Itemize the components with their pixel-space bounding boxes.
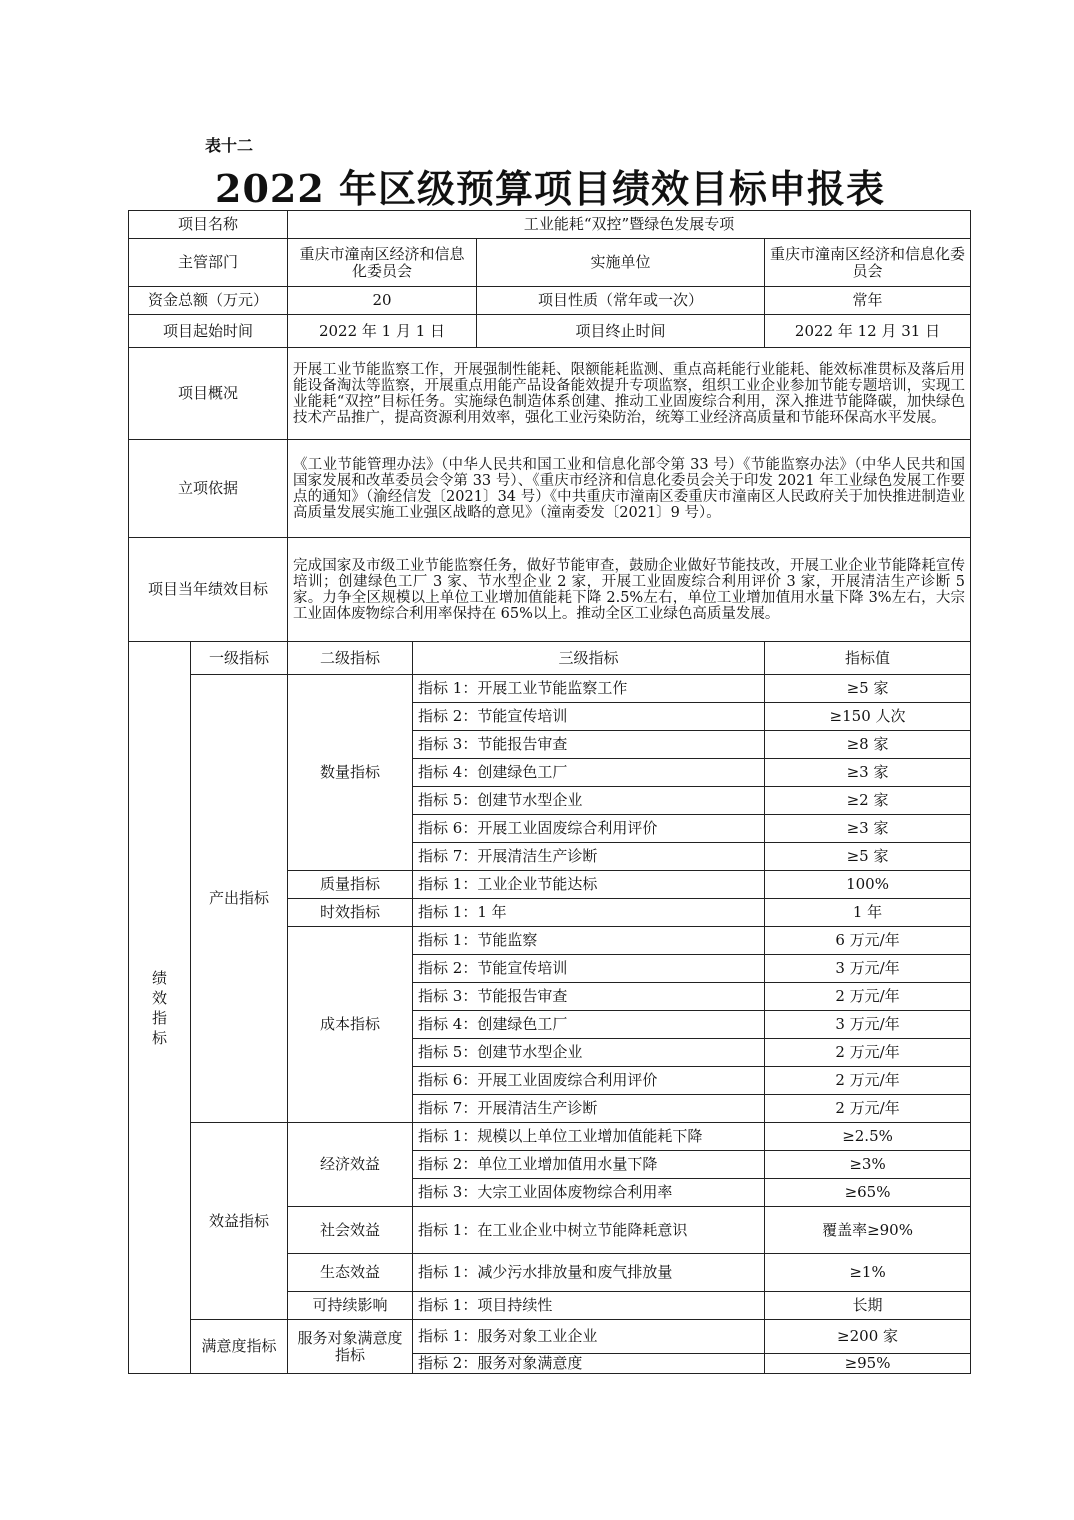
table-row-value: 1 年 (765, 899, 971, 927)
fund-value: 20 (288, 287, 477, 315)
start-value: 2022 年 1 月 1 日 (288, 315, 477, 348)
start-label: 项目起始时间 (129, 315, 288, 348)
benefit-label: 效益指标 (191, 1123, 288, 1320)
col-level3-header: 三级指标 (413, 642, 765, 675)
table-row-name: 指标 3：节能报告审查 (413, 731, 765, 759)
table-row-value: 覆盖率≥90% (765, 1207, 971, 1254)
service-label: 服务对象满意度指标 (288, 1320, 413, 1374)
table-row-name: 指标 4：创建绿色工厂 (413, 1011, 765, 1039)
table-row-name: 指标 7：开展清洁生产诊断 (413, 843, 765, 871)
quantity-label: 数量指标 (288, 675, 413, 871)
table-row-name: 指标 2：单位工业增加值用水量下降 (413, 1151, 765, 1179)
table-row-name: 指标 7：开展清洁生产诊断 (413, 1095, 765, 1123)
table-row-value: 2 万元/年 (765, 1095, 971, 1123)
overview-value: 开展工业节能监察工作，开展强制性能耗、限额能耗监测、重点高耗能行业能耗、能效标准贯标及落后用能设备淘汰等监察，开展重点用能产品设备能效提升专项监察，组织工业企业参加节能专题培训，实现工业能耗“双控”目标任务。实施绿色制造体系创建、推动工业固废综合利用，深入推进节能降碳，加快绿色技术产品推广，提高资源利用效率，强化工业污染防治，统筹工业经济高质量和节能环保高水平发展。 (288, 348, 971, 440)
performance-target-table (128, 210, 971, 1374)
unit-label: 实施单位 (477, 239, 765, 287)
table-row-value: 2 万元/年 (765, 1067, 971, 1095)
table-row-value: 3 万元/年 (765, 1011, 971, 1039)
project-name-value: 工业能耗“双控”暨绿色发展专项 (288, 211, 971, 239)
table-row-value: ≥5 家 (765, 675, 971, 703)
table-row-value: ≥200 家 (765, 1320, 971, 1354)
table-row-name: 指标 1：工业企业节能达标 (413, 871, 765, 899)
goal-value: 完成国家及市级工业节能监察任务，做好节能审查，鼓励企业做好节能技改，开展工业企业节能降耗宣传培训；创建绿色工厂 3 家、节水型企业 2 家，开展工业固废综合利用评价 3 家，开展清洁生产诊断 5 家。力争全区规模以上单位工业增加值能耗下降 2.5%左右，单位工业增加值用水量下降 3%左右，大宗工业固体废物综合利用率保持在 65%以上。推动全区工业绿色高质量发展。 (288, 538, 971, 642)
table-row-name: 指标 5：创建节水型企业 (413, 1039, 765, 1067)
table-row-name: 指标 2：节能宣传培训 (413, 703, 765, 731)
table-row-name: 指标 2：服务对象满意度 (413, 1354, 765, 1374)
eco-label: 生态效益 (288, 1254, 413, 1292)
satisfaction-label: 满意度指标 (191, 1320, 288, 1374)
table-row-value: 6 万元/年 (765, 927, 971, 955)
dept-label: 主管部门 (129, 239, 288, 287)
table-row-name: 指标 5：创建节水型企业 (413, 787, 765, 815)
table-row-value: ≥2.5% (765, 1123, 971, 1151)
table-row-value: ≥5 家 (765, 843, 971, 871)
table-row-name: 指标 1：在工业企业中树立节能降耗意识 (413, 1207, 765, 1254)
table-row-value: 2 万元/年 (765, 1039, 971, 1067)
table-row-value: ≥65% (765, 1179, 971, 1207)
cost-label: 成本指标 (288, 927, 413, 1123)
metrics-side-label: 绩效指标 (129, 642, 191, 1374)
end-value: 2022 年 12 月 31 日 (765, 315, 971, 348)
unit-value: 重庆市潼南区经济和信息化委员会 (765, 239, 971, 287)
table-row-value: ≥3% (765, 1151, 971, 1179)
table-row-value: ≥3 家 (765, 815, 971, 843)
nature-value: 常年 (765, 287, 971, 315)
table-row-value: ≥1% (765, 1254, 971, 1292)
social-label: 社会效益 (288, 1207, 413, 1254)
page-title: 2022 年区级预算项目绩效目标申报表 (215, 166, 885, 211)
table-row-value: 3 万元/年 (765, 955, 971, 983)
table-row-value: ≥3 家 (765, 759, 971, 787)
timeliness-label: 时效指标 (288, 899, 413, 927)
table-row-value: 2 万元/年 (765, 983, 971, 1011)
table-row-name: 指标 3：大宗工业固体废物综合利用率 (413, 1179, 765, 1207)
col-level1-header: 一级指标 (191, 642, 288, 675)
fund-label: 资金总额（万元） (129, 287, 288, 315)
quality-label: 质量指标 (288, 871, 413, 899)
output-label: 产出指标 (191, 675, 288, 1123)
table-row-name: 指标 1：节能监察 (413, 927, 765, 955)
table-row-value: ≥8 家 (765, 731, 971, 759)
dept-value: 重庆市潼南区经济和信息化委员会 (288, 239, 477, 287)
table-row-name: 指标 6：开展工业固废综合利用评价 (413, 815, 765, 843)
goal-label: 项目当年绩效目标 (129, 538, 288, 642)
table-row-name: 指标 1：规模以上单位工业增加值能耗下降 (413, 1123, 765, 1151)
basis-label: 立项依据 (129, 440, 288, 538)
table-row-name: 指标 1：减少污水排放量和废气排放量 (413, 1254, 765, 1292)
table-row-name: 指标 3：节能报告审查 (413, 983, 765, 1011)
table-number-label: 表十二 (205, 136, 254, 155)
table-row-value: 长期 (765, 1292, 971, 1320)
table-row-value: ≥2 家 (765, 787, 971, 815)
basis-value: 《工业节能管理办法》（中华人民共和国工业和信息化部令第 33 号）《节能监察办法》（中华人民共和国国家发展和改革委员会令第 33 号）、《重庆市经济和信息化委员会关于印发 2021 年工业绿色发展工作要点的通知》（渝经信发〔2021〕34 号）《中共重庆市潼南区委重庆市潼南区人民政府关于加快推进制造业高质量发展实施工业强区战略的意见》（潼南委发〔2021〕9 号）。 (288, 440, 971, 538)
project-name-label: 项目名称 (129, 211, 288, 239)
table-row-name: 指标 6：开展工业固废综合利用评价 (413, 1067, 765, 1095)
table-row-value: ≥150 人次 (765, 703, 971, 731)
col-level2-header: 二级指标 (288, 642, 413, 675)
table-row-name: 指标 1：项目持续性 (413, 1292, 765, 1320)
table-row-name: 指标 2：节能宣传培训 (413, 955, 765, 983)
table-row-name: 指标 1：1 年 (413, 899, 765, 927)
economic-label: 经济效益 (288, 1123, 413, 1207)
overview-label: 项目概况 (129, 348, 288, 440)
table-row-name: 指标 1：服务对象工业企业 (413, 1320, 765, 1354)
table-row-name: 指标 4：创建绿色工厂 (413, 759, 765, 787)
end-label: 项目终止时间 (477, 315, 765, 348)
table-row-value: 100% (765, 871, 971, 899)
nature-label: 项目性质（常年或一次） (477, 287, 765, 315)
table-row-value: ≥95% (765, 1354, 971, 1374)
sustain-label: 可持续影响 (288, 1292, 413, 1320)
table-row-name: 指标 1：开展工业节能监察工作 (413, 675, 765, 703)
col-value-header: 指标值 (765, 642, 971, 675)
